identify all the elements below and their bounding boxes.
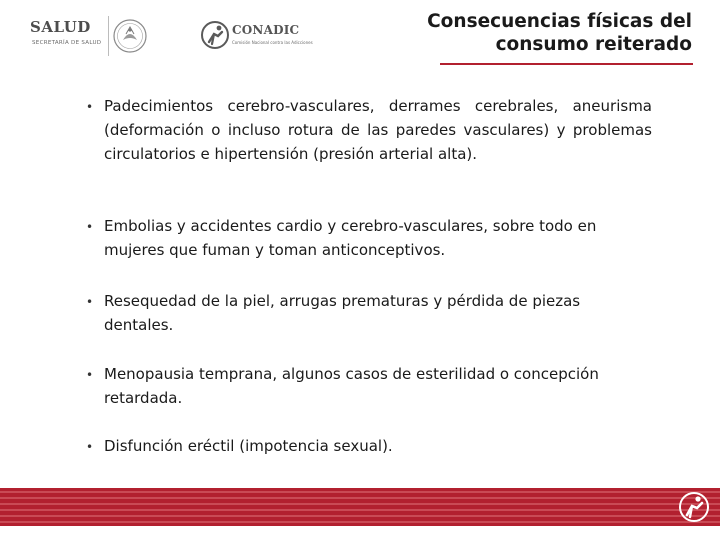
list-item: Embolias y accidentes cardio y cerebro-vasculares, sobre todo en mujeres que fuman y toman anticonceptivos.	[104, 217, 597, 259]
conadic-figure-icon	[677, 490, 711, 524]
conadic-logo-wordmark: CONADIC	[232, 23, 300, 37]
list-item: Padecimientos cerebro-vasculares, derrames cerebrales, aneurisma (deformación o incluso rotura de las paredes vasculares) y problemas circulatorios e hipertensión (presión arterial alta).	[104, 97, 652, 163]
salud-logo-wordmark: SALUD	[30, 18, 91, 36]
list-item: Disfunción eréctil (impotencia sexual).	[104, 437, 393, 455]
bullet-marker: •	[86, 368, 94, 382]
footer-stripes	[0, 488, 720, 526]
bullet-marker: •	[86, 220, 94, 234]
bullet-marker: •	[86, 440, 94, 454]
slide-title-line-1: Consecuencias físicas del	[427, 11, 692, 32]
footer-band	[0, 488, 720, 526]
list-item: Resequedad de la piel, arrugas prematuras y pérdida de piezas dentales.	[104, 292, 581, 334]
bullet-marker: •	[86, 295, 94, 309]
slide-title-line-2: consumo reiterado	[495, 34, 692, 55]
list-item: Menopausia temprana, algunos casos de esterilidad o concepción retardada.	[104, 365, 599, 407]
conadic-logo-subtitle: Comisión Nacional contra las Adicciones	[232, 40, 313, 45]
bullet-marker: •	[86, 100, 94, 114]
salud-logo-subtitle: SECRETARÍA DE SALUD	[32, 40, 102, 46]
